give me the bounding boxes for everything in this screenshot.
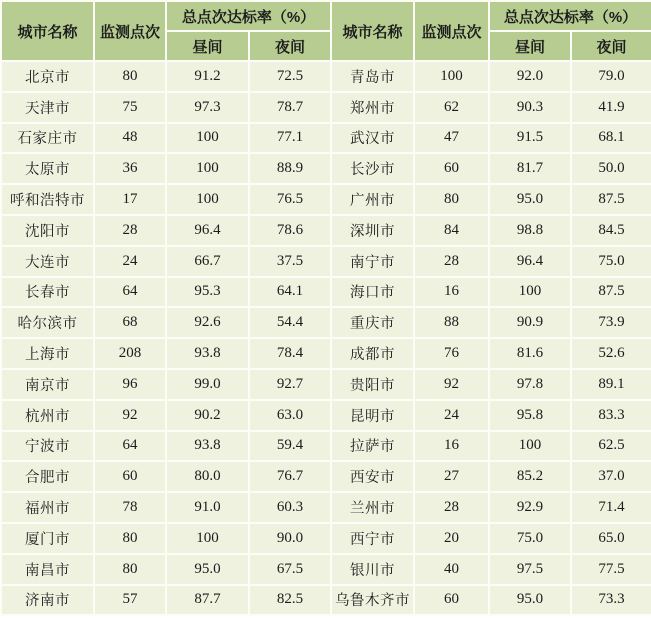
city-cell: 天津市: [1, 92, 94, 123]
day-rate-cell: 80.0: [166, 461, 249, 492]
points-cell: 92: [414, 369, 489, 400]
day-rate-cell: 87.7: [166, 585, 249, 616]
points-cell: 48: [94, 123, 166, 154]
day-rate-cell: 95.0: [166, 554, 249, 585]
table-header: [1, 1, 651, 61]
city-cell: 长春市: [1, 277, 94, 308]
points-cell: 75: [94, 92, 166, 123]
city-cell: 西安市: [331, 461, 414, 492]
night-rate-cell: 89.1: [571, 369, 651, 400]
city-cell: 太原市: [1, 153, 94, 184]
night-rate-cell: 83.3: [571, 400, 651, 431]
points-cell: 17: [94, 184, 166, 215]
night-rate-cell: 75.0: [571, 246, 651, 277]
points-cell: 80: [414, 184, 489, 215]
city-cell: 海口市: [331, 277, 414, 308]
city-cell: 武汉市: [331, 123, 414, 154]
points-cell: 36: [94, 153, 166, 184]
city-cell: 上海市: [1, 338, 94, 369]
day-rate-cell: 90.9: [489, 307, 571, 338]
points-cell: 96: [94, 369, 166, 400]
points-cell: 78: [94, 492, 166, 523]
night-rate-cell: 52.6: [571, 338, 651, 369]
night-rate-cell: 37.0: [571, 461, 651, 492]
night-rate-cell: 73.3: [571, 585, 651, 616]
points-cell: 16: [414, 277, 489, 308]
day-rate-cell: 81.7: [489, 153, 571, 184]
night-rate-cell: 68.1: [571, 123, 651, 154]
points-cell: 80: [94, 61, 166, 92]
table-row: [1, 92, 651, 123]
table-row: [1, 307, 651, 338]
night-rate-cell: 87.5: [571, 277, 651, 308]
points-cell: 24: [94, 246, 166, 277]
day-rate-cell: 95.0: [489, 184, 571, 215]
points-cell: 64: [94, 431, 166, 462]
header-city-left: 城市名称: [1, 1, 94, 61]
night-rate-cell: 50.0: [571, 153, 651, 184]
header-rate-left: 总点次达标率（%）: [166, 1, 331, 31]
points-cell: 92: [94, 400, 166, 431]
night-rate-cell: 54.4: [249, 307, 331, 338]
table-row: [1, 215, 651, 246]
night-rate-cell: 71.4: [571, 492, 651, 523]
points-cell: 208: [94, 338, 166, 369]
city-cell: 合肥市: [1, 461, 94, 492]
table-row: [1, 585, 651, 616]
night-rate-cell: 72.5: [249, 61, 331, 92]
header-night-right: 夜间: [571, 31, 651, 61]
day-rate-cell: 100: [166, 153, 249, 184]
night-rate-cell: 90.0: [249, 523, 331, 554]
points-cell: 88: [414, 307, 489, 338]
night-rate-cell: 60.3: [249, 492, 331, 523]
day-rate-cell: 95.3: [166, 277, 249, 308]
points-cell: 84: [414, 215, 489, 246]
city-cell: 南京市: [1, 369, 94, 400]
city-cell: 重庆市: [331, 307, 414, 338]
night-rate-cell: 78.6: [249, 215, 331, 246]
day-rate-cell: 100: [166, 184, 249, 215]
header-rate-right: 总点次达标率（%）: [489, 1, 651, 31]
points-cell: 40: [414, 554, 489, 585]
night-rate-cell: 78.4: [249, 338, 331, 369]
day-rate-cell: 91.0: [166, 492, 249, 523]
day-rate-cell: 92.9: [489, 492, 571, 523]
day-rate-cell: 75.0: [489, 523, 571, 554]
header-city-right: 城市名称: [331, 1, 414, 61]
header-day-right: 昼间: [489, 31, 571, 61]
table-row: [1, 184, 651, 215]
day-rate-cell: 81.6: [489, 338, 571, 369]
night-rate-cell: 63.0: [249, 400, 331, 431]
city-cell: 沈阳市: [1, 215, 94, 246]
points-cell: 28: [414, 246, 489, 277]
night-rate-cell: 78.7: [249, 92, 331, 123]
night-rate-cell: 77.5: [571, 554, 651, 585]
night-rate-cell: 41.9: [571, 92, 651, 123]
table-row: [1, 492, 651, 523]
day-rate-cell: 95.8: [489, 400, 571, 431]
city-cell: 乌鲁木齐市: [331, 585, 414, 616]
day-rate-cell: 93.8: [166, 338, 249, 369]
night-rate-cell: 87.5: [571, 184, 651, 215]
points-cell: 47: [414, 123, 489, 154]
night-rate-cell: 76.5: [249, 184, 331, 215]
city-cell: 厦门市: [1, 523, 94, 554]
table-row: [1, 554, 651, 585]
table-row: [1, 153, 651, 184]
city-cell: 青岛市: [331, 61, 414, 92]
city-cell: 南宁市: [331, 246, 414, 277]
day-rate-cell: 93.8: [166, 431, 249, 462]
city-cell: 南昌市: [1, 554, 94, 585]
city-cell: 哈尔滨市: [1, 307, 94, 338]
points-cell: 57: [94, 585, 166, 616]
day-rate-cell: 100: [489, 277, 571, 308]
points-cell: 80: [94, 523, 166, 554]
points-cell: 62: [414, 92, 489, 123]
night-rate-cell: 76.7: [249, 461, 331, 492]
header-day-left: 昼间: [166, 31, 249, 61]
night-rate-cell: 79.0: [571, 61, 651, 92]
day-rate-cell: 91.2: [166, 61, 249, 92]
table-row: [1, 431, 651, 462]
night-rate-cell: 77.1: [249, 123, 331, 154]
city-cell: 长沙市: [331, 153, 414, 184]
day-rate-cell: 100: [489, 431, 571, 462]
day-rate-cell: 92.0: [489, 61, 571, 92]
city-cell: 福州市: [1, 492, 94, 523]
day-rate-cell: 98.8: [489, 215, 571, 246]
night-rate-cell: 88.9: [249, 153, 331, 184]
table-row: [1, 123, 651, 154]
day-rate-cell: 85.2: [489, 461, 571, 492]
city-cell: 成都市: [331, 338, 414, 369]
points-cell: 16: [414, 431, 489, 462]
night-rate-cell: 67.5: [249, 554, 331, 585]
night-rate-cell: 65.0: [571, 523, 651, 554]
night-rate-cell: 59.4: [249, 431, 331, 462]
night-rate-cell: 64.1: [249, 277, 331, 308]
points-cell: 68: [94, 307, 166, 338]
points-cell: 24: [414, 400, 489, 431]
table-row: [1, 338, 651, 369]
city-cell: 银川市: [331, 554, 414, 585]
points-cell: 60: [414, 153, 489, 184]
points-cell: 100: [414, 61, 489, 92]
points-cell: 28: [414, 492, 489, 523]
city-cell: 郑州市: [331, 92, 414, 123]
points-cell: 20: [414, 523, 489, 554]
city-cell: 宁波市: [1, 431, 94, 462]
points-cell: 64: [94, 277, 166, 308]
day-rate-cell: 97.5: [489, 554, 571, 585]
city-cell: 济南市: [1, 585, 94, 616]
night-rate-cell: 92.7: [249, 369, 331, 400]
table-body: [1, 61, 651, 615]
night-rate-cell: 84.5: [571, 215, 651, 246]
table-row: [1, 523, 651, 554]
city-cell: 大连市: [1, 246, 94, 277]
day-rate-cell: 91.5: [489, 123, 571, 154]
day-rate-cell: 99.0: [166, 369, 249, 400]
city-cell: 贵阳市: [331, 369, 414, 400]
day-rate-cell: 90.3: [489, 92, 571, 123]
day-rate-cell: 100: [166, 123, 249, 154]
day-rate-cell: 96.4: [166, 215, 249, 246]
day-rate-cell: 92.6: [166, 307, 249, 338]
day-rate-cell: 97.8: [489, 369, 571, 400]
table-row: [1, 246, 651, 277]
city-cell: 呼和浩特市: [1, 184, 94, 215]
table-row: [1, 461, 651, 492]
night-rate-cell: 73.9: [571, 307, 651, 338]
day-rate-cell: 96.4: [489, 246, 571, 277]
city-cell: 拉萨市: [331, 431, 414, 462]
header-night-left: 夜间: [249, 31, 331, 61]
city-cell: 杭州市: [1, 400, 94, 431]
points-cell: 27: [414, 461, 489, 492]
day-rate-cell: 100: [166, 523, 249, 554]
day-rate-cell: 97.3: [166, 92, 249, 123]
night-rate-cell: 62.5: [571, 431, 651, 462]
city-cell: 深圳市: [331, 215, 414, 246]
points-cell: 76: [414, 338, 489, 369]
city-cell: 昆明市: [331, 400, 414, 431]
table-row: [1, 400, 651, 431]
city-cell: 石家庄市: [1, 123, 94, 154]
points-cell: 60: [414, 585, 489, 616]
table-row: [1, 61, 651, 92]
day-rate-cell: 90.2: [166, 400, 249, 431]
points-cell: 60: [94, 461, 166, 492]
night-rate-cell: 82.5: [249, 585, 331, 616]
city-cell: 北京市: [1, 61, 94, 92]
points-cell: 80: [94, 554, 166, 585]
night-rate-cell: 37.5: [249, 246, 331, 277]
city-cell: 广州市: [331, 184, 414, 215]
header-points-left: 监测点次: [94, 1, 166, 61]
table-row: [1, 369, 651, 400]
day-rate-cell: 66.7: [166, 246, 249, 277]
table-row: [1, 277, 651, 308]
city-cell: 兰州市: [331, 492, 414, 523]
city-cell: 西宁市: [331, 523, 414, 554]
header-points-right: 监测点次: [414, 1, 489, 61]
day-rate-cell: 95.0: [489, 585, 571, 616]
points-cell: 28: [94, 215, 166, 246]
